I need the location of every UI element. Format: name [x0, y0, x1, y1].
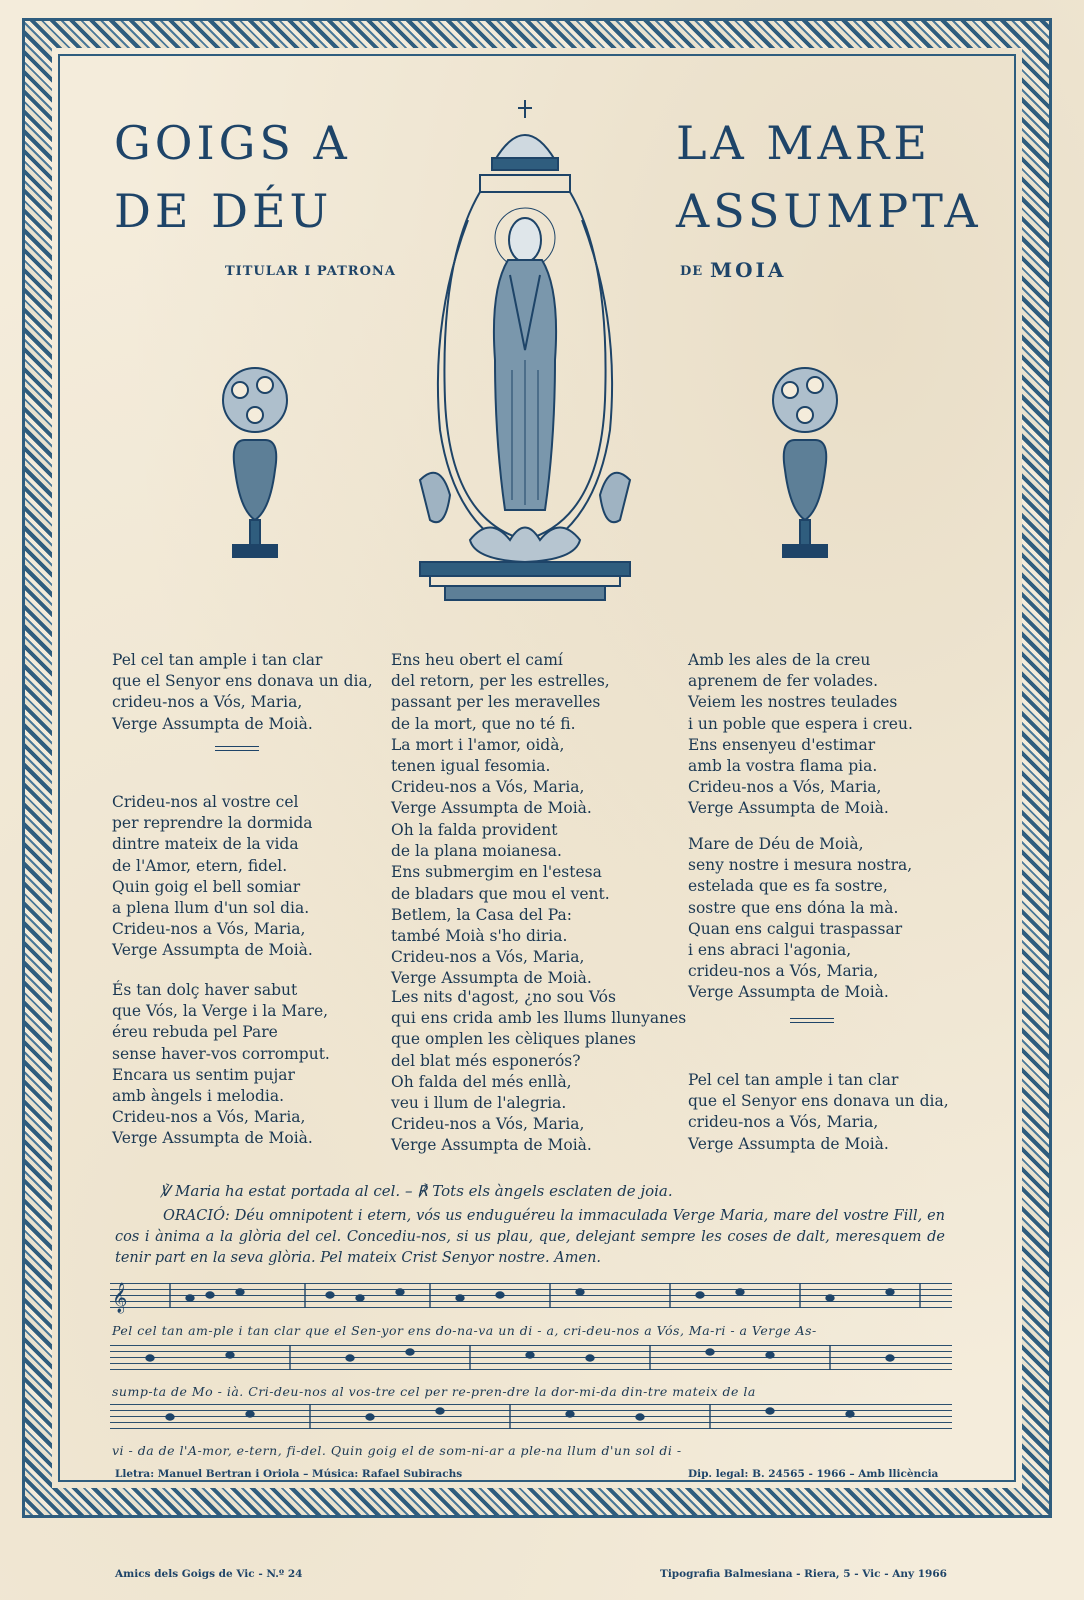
verse-col1-stanza2: Crideu-nos al vostre cel per reprendre la dormida dintre mateix de la vida de l'Amor, etern, fidel. Quin goig el bell somiar a plena llum d'un sol dia. Crideu-nos a Vós, Maria, Verge Assumpta de Moià. — [112, 793, 313, 960]
versicle-line — [160, 1182, 673, 1200]
title-right-line2: ASSUMPTA — [676, 184, 982, 238]
verse-col3-stanza2: Mare de Déu de Moià, seny nostre i mesura nostra, estelada que es fa sostre, sostre que ens dóna la mà. Quan ens calgui traspassar i ens abraci l'agonia, crideu-nos a Vós, Maria, Verge Assumpta de Moià. — [688, 835, 913, 1002]
versicle-mark: ℣ — [160, 1182, 171, 1200]
versicle-text: Maria ha estat portada al cel. — [175, 1182, 401, 1200]
verse-col1-stanza1: Pel cel tan ample i tan clar que el Senyor ens donava un dia, crideu-nos a Vós, Maria, Verge Assumpta de Moià. — [112, 651, 373, 733]
response-mark: ℟ — [417, 1182, 428, 1200]
credits-right: Dip. legal: B. 24565 - 1966 – Amb llicència — [688, 1468, 939, 1480]
footer-right: Tipografia Balmesiana - Riera, 5 - Vic - Any 1966 — [660, 1568, 947, 1580]
title-right-line1: LA MARE — [676, 116, 931, 170]
title-left-line1: GOIGS A — [114, 116, 351, 170]
verse-col2-stanza3: Les nits d'agost, ¿no sou Vós qui ens crida amb les llums llunyanes que omplen les cèliques planes del blat més esponerós? Oh falda del més enllà, veu i llum de l'alegria. Crideu-nos a Vós, Maria, Verge Assumpta de Moià. — [391, 988, 687, 1155]
response-text: Tots els àngels esclaten de joia. — [432, 1182, 673, 1200]
verse-col2-stanza1: Ens heu obert el camí del retorn, per les estrelles, passant per les meravelles de la mort, que no té fi. La mort i l'amor, oidà, tenen igual fesomia. Crideu-nos a Vós, Maria, Verge Assumpta de Moià. — [391, 651, 610, 818]
verse-col3-stanza1: Amb les ales de la creu aprenem de fer volades. Veiem les nostres teulades i un poble que espera i creu. Ens ensenyeu d'estimar amb la vostra flama pia. Crideu-nos a Vós, Maria, Verge Assumpta de Moià. — [688, 651, 913, 818]
verse-col1-stanza3: És tan dolç haver sabut que Vós, la Verge i la Mare, éreu rebuda pel Pare sense haver-vos corromput. Encara us sentim pujar amb àngels i melodia. Crideu-nos a Vós, Maria, Verge Assumpta de Moià. — [112, 981, 330, 1148]
prayer-label: ORACIÓ: — [163, 1208, 230, 1224]
svg-text:𝄞: 𝄞 — [112, 1283, 128, 1313]
prayer — [115, 1206, 945, 1269]
flower-vase-icon — [215, 360, 295, 575]
verse-col3-stanza3: Pel cel tan ample i tan clar que el Senyor ens donava un dia, crideu-nos a Vós, Maria, Verge Assumpta de Moià. — [688, 1071, 949, 1153]
music-lyrics-1: Pel cel tan am-ple i tan clar que el Sen-yor ens do-na-va un di - a, cri-deu-nos a Vós, Ma-ri - a Verge As- — [112, 1323, 817, 1338]
versicle-dash: – — [404, 1182, 413, 1200]
music-lyrics-2: sump-ta de Mo - ià. Cri-deu-nos al vos-tre cel per re-pren-dre la dor-mi-da din-tre mateix de la — [112, 1384, 756, 1399]
subtitle-right-prefix: DE — [680, 264, 704, 279]
prayer-text: Déu omnipotent i etern, vós us enduguéreu la immaculada Verge Maria, mare del vostre Fill, en cos i ànima a la glòria del cel. Concediu-nos, si us plau, que, delejant sempre les coses de dalt, meresquem de tenir part en la seva glòria. Pel mateix Crist Senyor nostre. Amen. — [115, 1208, 946, 1266]
title-left-line2: DE DÉU — [114, 184, 333, 238]
credits-left: Lletra: Manuel Bertran i Oriola – Música: Rafael Subirachs — [115, 1468, 463, 1480]
music-notes-decoration — [110, 1278, 952, 1438]
separator — [215, 746, 259, 751]
verse-col2-stanza2: Oh la falda provident de la plana moianesa. Ens submergim en l'estesa de bladars que mou el vent. Betlem, la Casa del Pa: també Moià s'ho diria. Crideu-nos a Vós, Maria, Verge Assumpta de Moià. — [391, 821, 610, 988]
subtitle-right-place: MOIA — [710, 258, 787, 282]
subtitle-left: TITULAR I PATRONA — [225, 264, 396, 279]
music-lyrics-3: vi - da de l'A-mor, e-tern, fi-del. Quin goig el de som-ni-ar a ple-na llum d'un sol di - — [112, 1443, 682, 1458]
footer-left: Amics dels Goigs de Vic - N.º 24 — [115, 1568, 303, 1580]
virgin-mary-figure — [400, 100, 650, 605]
flower-vase-icon — [765, 360, 845, 575]
separator — [790, 1018, 834, 1023]
